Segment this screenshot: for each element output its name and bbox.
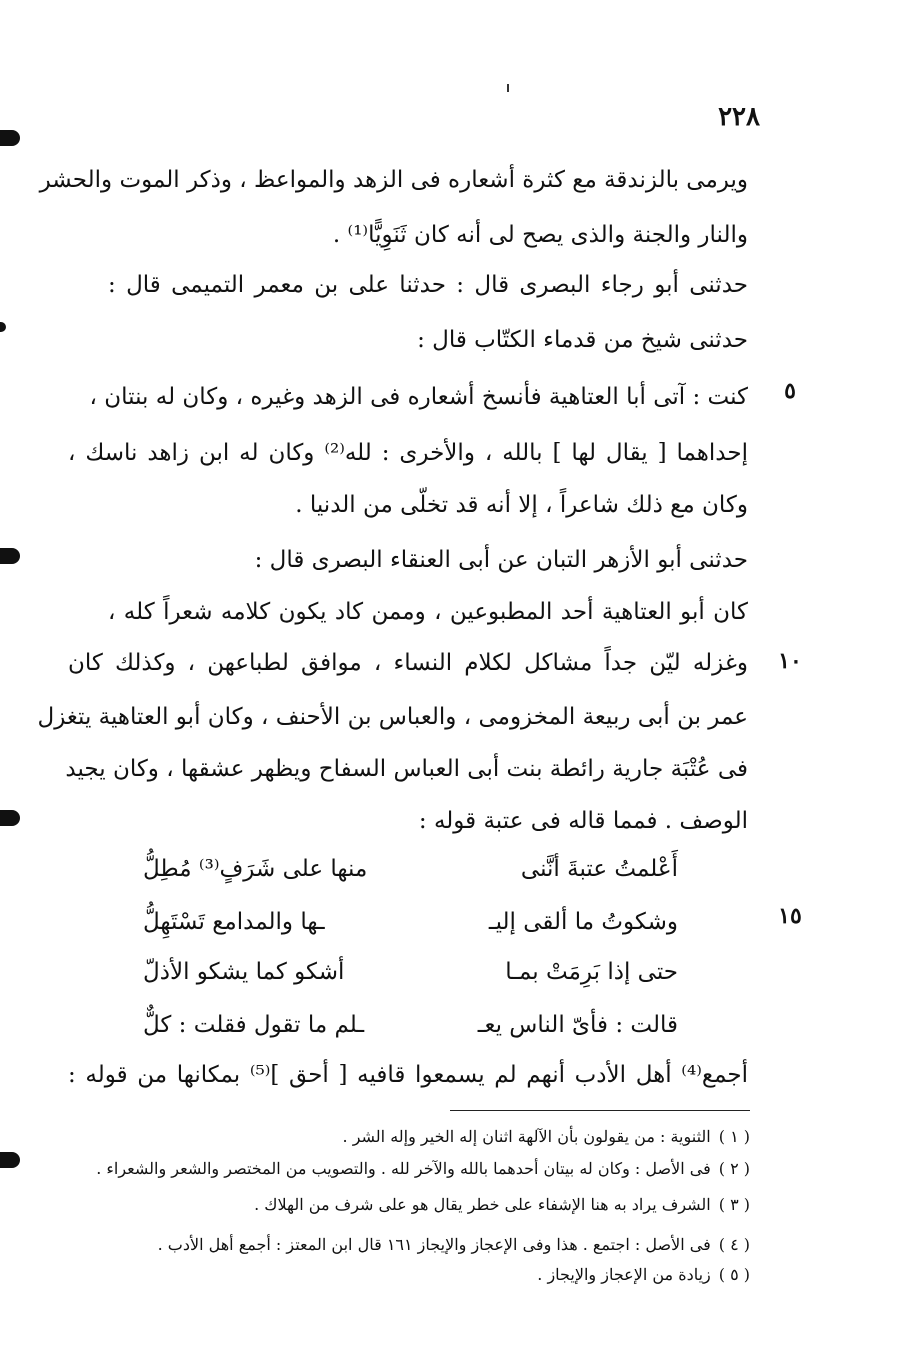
scan-edge-mark <box>0 548 20 564</box>
footnote <box>343 1124 750 1150</box>
text-line: إحداهما [ يقال لها ] بالله ، والأخرى : لله⁽²⁾ وكان له ابن زاهد ناسك ، <box>68 440 748 466</box>
text-line: الوصف . فمما قاله فى عتبة قوله : <box>418 808 748 834</box>
scan-edge-mark <box>0 322 6 332</box>
footnote <box>158 1232 750 1258</box>
verse-hemistich-second: أشكو كما يشكو الأذلّ <box>143 959 345 985</box>
footnote-number: ( ٣ ) <box>718 1195 750 1214</box>
footnote <box>254 1192 750 1218</box>
text-line: حدثنى شيخ من قدماء الكتّاب قال : <box>417 327 748 353</box>
page-number: ٢٢٨ <box>718 102 760 132</box>
text-line: حدثنى أبو رجاء البصرى قال : حدثنا على بن معمر التميمى قال : <box>108 272 748 298</box>
text-line: كنت : آتى أبا العتاهية فأنسخ أشعاره فى الزهد وغيره ، وكان له بنتان ، <box>89 384 748 410</box>
verse-hemistich-second: ـها والمدامع تَسْتَهِلُّ <box>143 909 325 935</box>
verse-hemistich-first: أَعْلمتُ عتبةَ أنَّنى <box>520 856 678 882</box>
footnote-number: ( ١ ) <box>718 1127 750 1146</box>
line-number: ٥ <box>784 378 796 404</box>
text-line: حدثنى أبو الأزهر التبان عن أبى العنقاء البصرى قال : <box>254 547 748 573</box>
footnote-text: زيادة من الإعجاز والإيجاز . <box>537 1265 711 1284</box>
footnote <box>96 1156 750 1182</box>
footnote-number: ( ٢ ) <box>718 1159 750 1178</box>
verse-hemistich-first: قالت : فأىّ الناس يعـ <box>477 1012 678 1038</box>
line-number: ١٥ <box>778 903 802 929</box>
verse-hemistich-first: وشكوتُ ما ألقى إليـ <box>488 909 678 935</box>
text-line: عمر بن أبى ربيعة المخزومى ، والعباس بن الأحنف ، وكان أبو العتاهية يتغزل <box>37 704 748 730</box>
footnote-text: فى الأصل : وكان له بيتان أحدهما بالله والآخر لله . والتصويب من المختصر والشعر والشعراء . <box>96 1159 711 1178</box>
footnote-number: ( ٥ ) <box>718 1265 750 1284</box>
text-line: أجمع⁽⁴⁾ أهل الأدب أنهم لم يسمعوا قافيه [ أحق ]⁽⁵⁾ بمكانها من قوله : <box>68 1062 748 1088</box>
scan-speck <box>507 84 509 92</box>
scan-edge-mark <box>0 130 20 146</box>
scan-edge-mark <box>0 1152 20 1168</box>
scan-edge-mark <box>0 810 20 826</box>
footnote <box>537 1262 750 1288</box>
footnote-text: الشرف يراد به هنا الإشفاء على خطر يقال هو على شرف من الهلاك . <box>254 1195 711 1214</box>
text-line: فى عُتْبَة جارية رائطة بنت أبى العباس السفاح ويظهر عشقها ، وكان يجيد <box>65 756 748 782</box>
line-number: ١٠ <box>778 648 802 674</box>
footnote-text: فى الأصل : اجتمع . هذا وفى الإعجاز والإيجاز ١٦١ قال ابن المعتز : أجمع أهل الأدب . <box>157 1235 711 1254</box>
footnote-separator <box>450 1110 750 1111</box>
verse-hemistich-second: منها على شَرَفٍ⁽³⁾ مُطِلُّ <box>143 856 368 882</box>
text-line: والنار والجنة والذى يصح لى أنه كان ثَنَوِيًّا⁽¹⁾ . <box>332 222 748 248</box>
text-line: ويرمى بالزندقة مع كثرة أشعاره فى الزهد والمواعظ ، وذكر الموت والحشر <box>39 167 748 193</box>
verse-hemistich-first: حتى إذا بَرِمَتْ بمـا <box>505 959 678 985</box>
verse-hemistich-second: ـلم ما تقول فقلت : كلٌّ <box>143 1012 365 1038</box>
text-line: وكان مع ذلك شاعراً ، إلا أنه قد تخلّى من الدنيا . <box>295 492 748 518</box>
footnote-text: الثنوية : من يقولون بأن الآلهة اثنان إله الخير وإله الشر . <box>342 1127 711 1146</box>
text-line: وغزله ليّن جداً مشاكل لكلام النساء ، موافق لطباعهن ، وكذلك كان <box>68 650 748 676</box>
footnote-number: ( ٤ ) <box>718 1235 750 1254</box>
text-line: كان أبو العتاهية أحد المطبوعين ، وممن كاد يكون كلامه شعراً كله ، <box>108 599 748 625</box>
